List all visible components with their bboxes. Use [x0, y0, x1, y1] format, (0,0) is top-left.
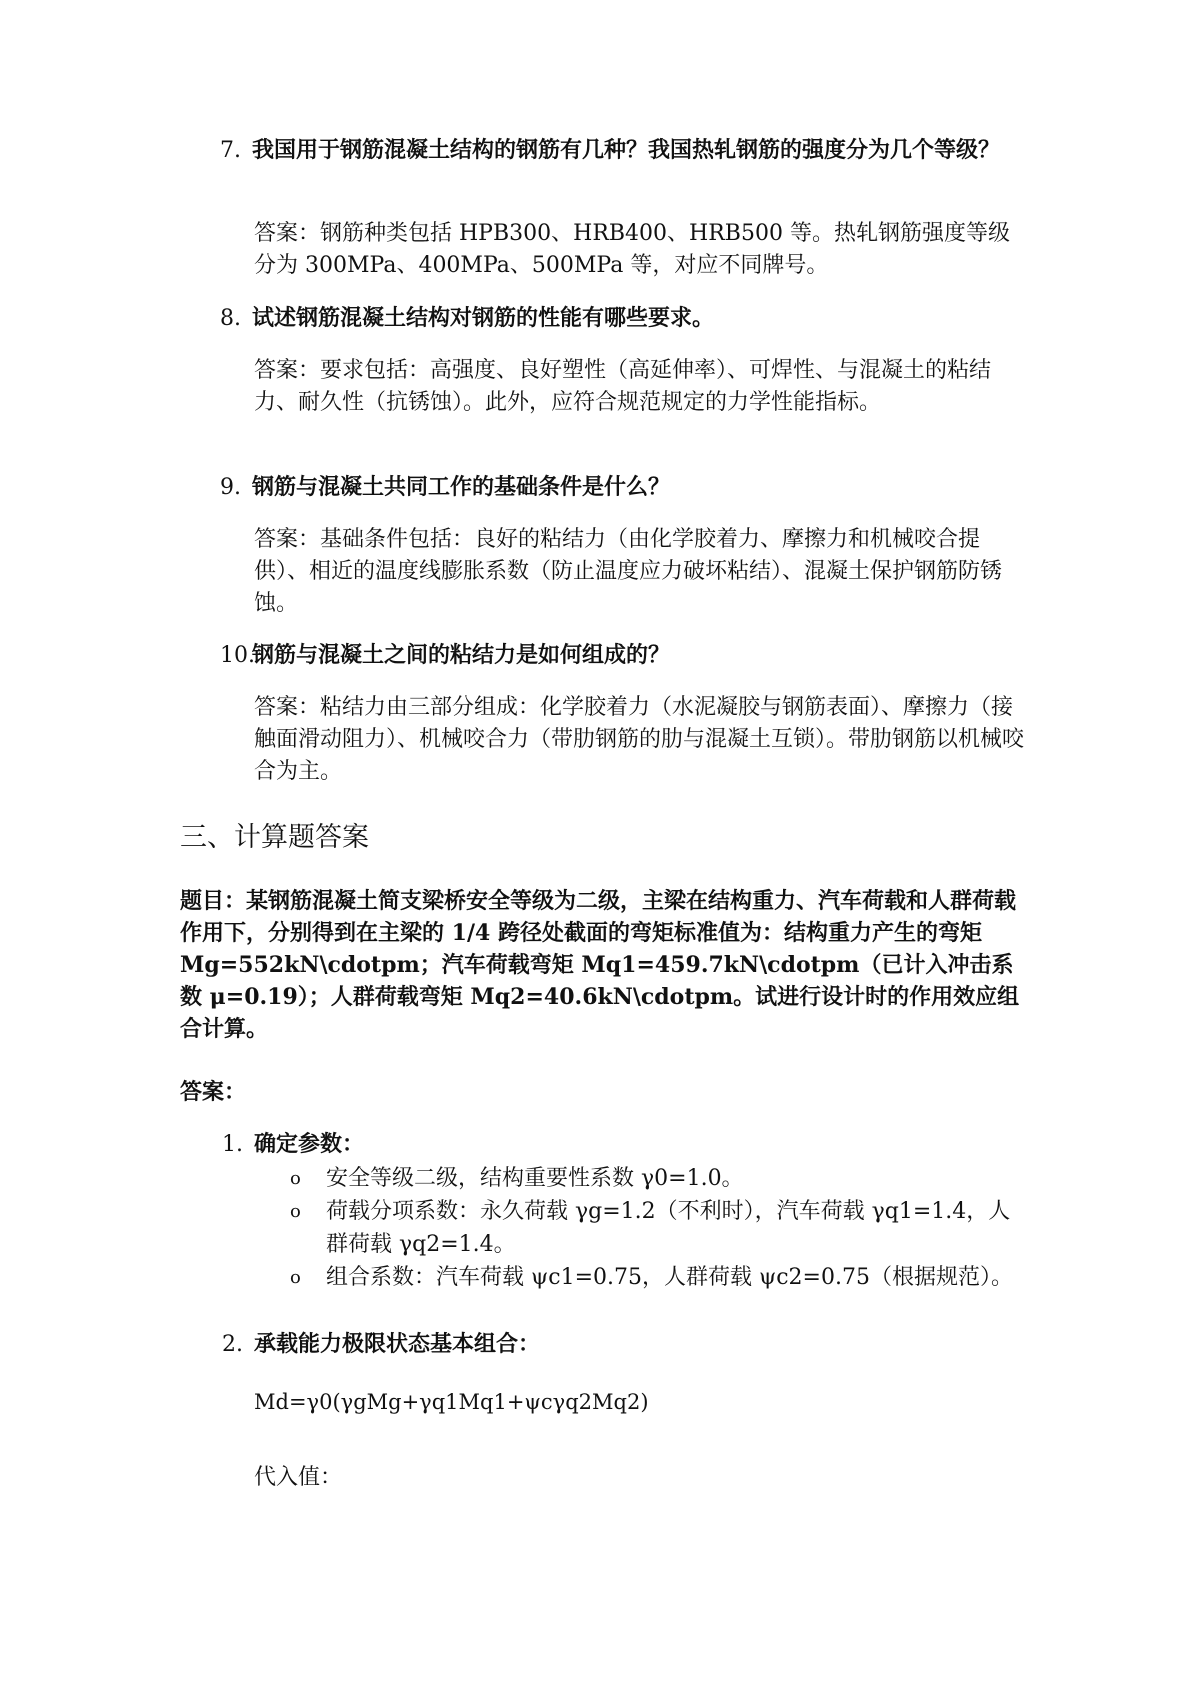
answer-8: 答案：要求包括：高强度、良好塑性（高延伸率）、可焊性、与混凝土的粘结力、耐久性（抗锈蚀）。此外，应符合规范规定的力学性能指标。: [254, 358, 992, 415]
question-number: 8.: [220, 306, 241, 331]
question-9: [222, 471, 1042, 504]
step-title: 确定参数：: [254, 1131, 365, 1157]
answer-9: 答案：基础条件包括：良好的粘结力（由化学胶着力、摩擦力和机械咬合提供）、相近的温度线膨胀系数（防止温度应力破坏粘结）、混凝土保护钢筋防锈蚀。: [254, 527, 1003, 616]
answer-7: 答案：钢筋种类包括 HPB300、HRB400、HRB500 等。热轧钢筋强度等级分为 300MPa、400MPa、500MPa 等，对应不同牌号。: [254, 221, 1010, 278]
formula: Md=γ0(γgMg+γq1Mq1+ψcγq2Mq2): [254, 1390, 649, 1414]
section-title: 三、计算题答案: [180, 822, 369, 853]
question-text: 我国用于钢筋混凝土结构的钢筋有几种？我国热轧钢筋的强度分为几个等级？: [252, 137, 1001, 163]
question-text: 钢筋与混凝土共同工作的基础条件是什么？: [252, 474, 671, 500]
step-number: 1.: [222, 1132, 243, 1157]
step-title: 承载能力极限状态基本组合：: [254, 1331, 541, 1357]
problem-text: 题目：某钢筋混凝土简支梁桥安全等级为二级，主梁在结构重力、汽车荷载和人群荷载作用下，分别得到在主梁的 1/4 跨径处截面的弯矩标准值为：结构重力产生的弯矩 Mg=552kN\cdotpm；汽车荷载弯矩 Mq1=459.7kN\cdotpm（已计入冲击系数 μ=0.19）；人群荷载弯矩 Mq2=40.6kN\cdotpm。试进行设计时的作用效应组合计算。: [180, 888, 1020, 1042]
question-text: 试述钢筋混凝土结构对钢筋的性能有哪些要求。: [252, 305, 715, 331]
bullet-text: 组合系数：汽车荷载 ψc1=0.75，人群荷载 ψc2=0.75（根据规范）。: [326, 1265, 1013, 1290]
answer-label: 答案：: [180, 1079, 247, 1105]
list-item: [290, 1261, 1020, 1294]
bullet-text: 荷载分项系数：永久荷载 γg=1.2（不利时），汽车荷载 γq1=1.4，人群荷载 γq2=1.4。: [326, 1199, 1011, 1257]
substitute-label: 代入值：: [254, 1465, 343, 1490]
question-text: 钢筋与混凝土之间的粘结力是如何组成的？: [252, 642, 671, 668]
list-item: [290, 1162, 1020, 1195]
question-number: 10.: [220, 643, 255, 668]
list-item: [290, 1195, 1020, 1261]
step-2: [222, 1328, 540, 1361]
question-10: [222, 639, 1042, 672]
bullet-icon: o: [290, 1267, 301, 1288]
question-number: 9.: [220, 475, 241, 500]
bullet-icon: o: [290, 1168, 301, 1189]
question-8: [222, 302, 1042, 335]
bullet-text: 安全等级二级，结构重要性系数 γ0=1.0。: [326, 1166, 744, 1191]
step-number: 2.: [222, 1332, 243, 1357]
bullet-icon: o: [290, 1201, 301, 1222]
question-7: [222, 134, 1042, 167]
question-number: 7.: [220, 138, 241, 163]
answer-10: 答案：粘结力由三部分组成：化学胶着力（水泥凝胶与钢筋表面）、摩擦力（接触面滑动阻力）、机械咬合力（带肋钢筋的肋与混凝土互锁）。带肋钢筋以机械咬合为主。: [254, 695, 1025, 784]
step-1: [222, 1128, 364, 1161]
